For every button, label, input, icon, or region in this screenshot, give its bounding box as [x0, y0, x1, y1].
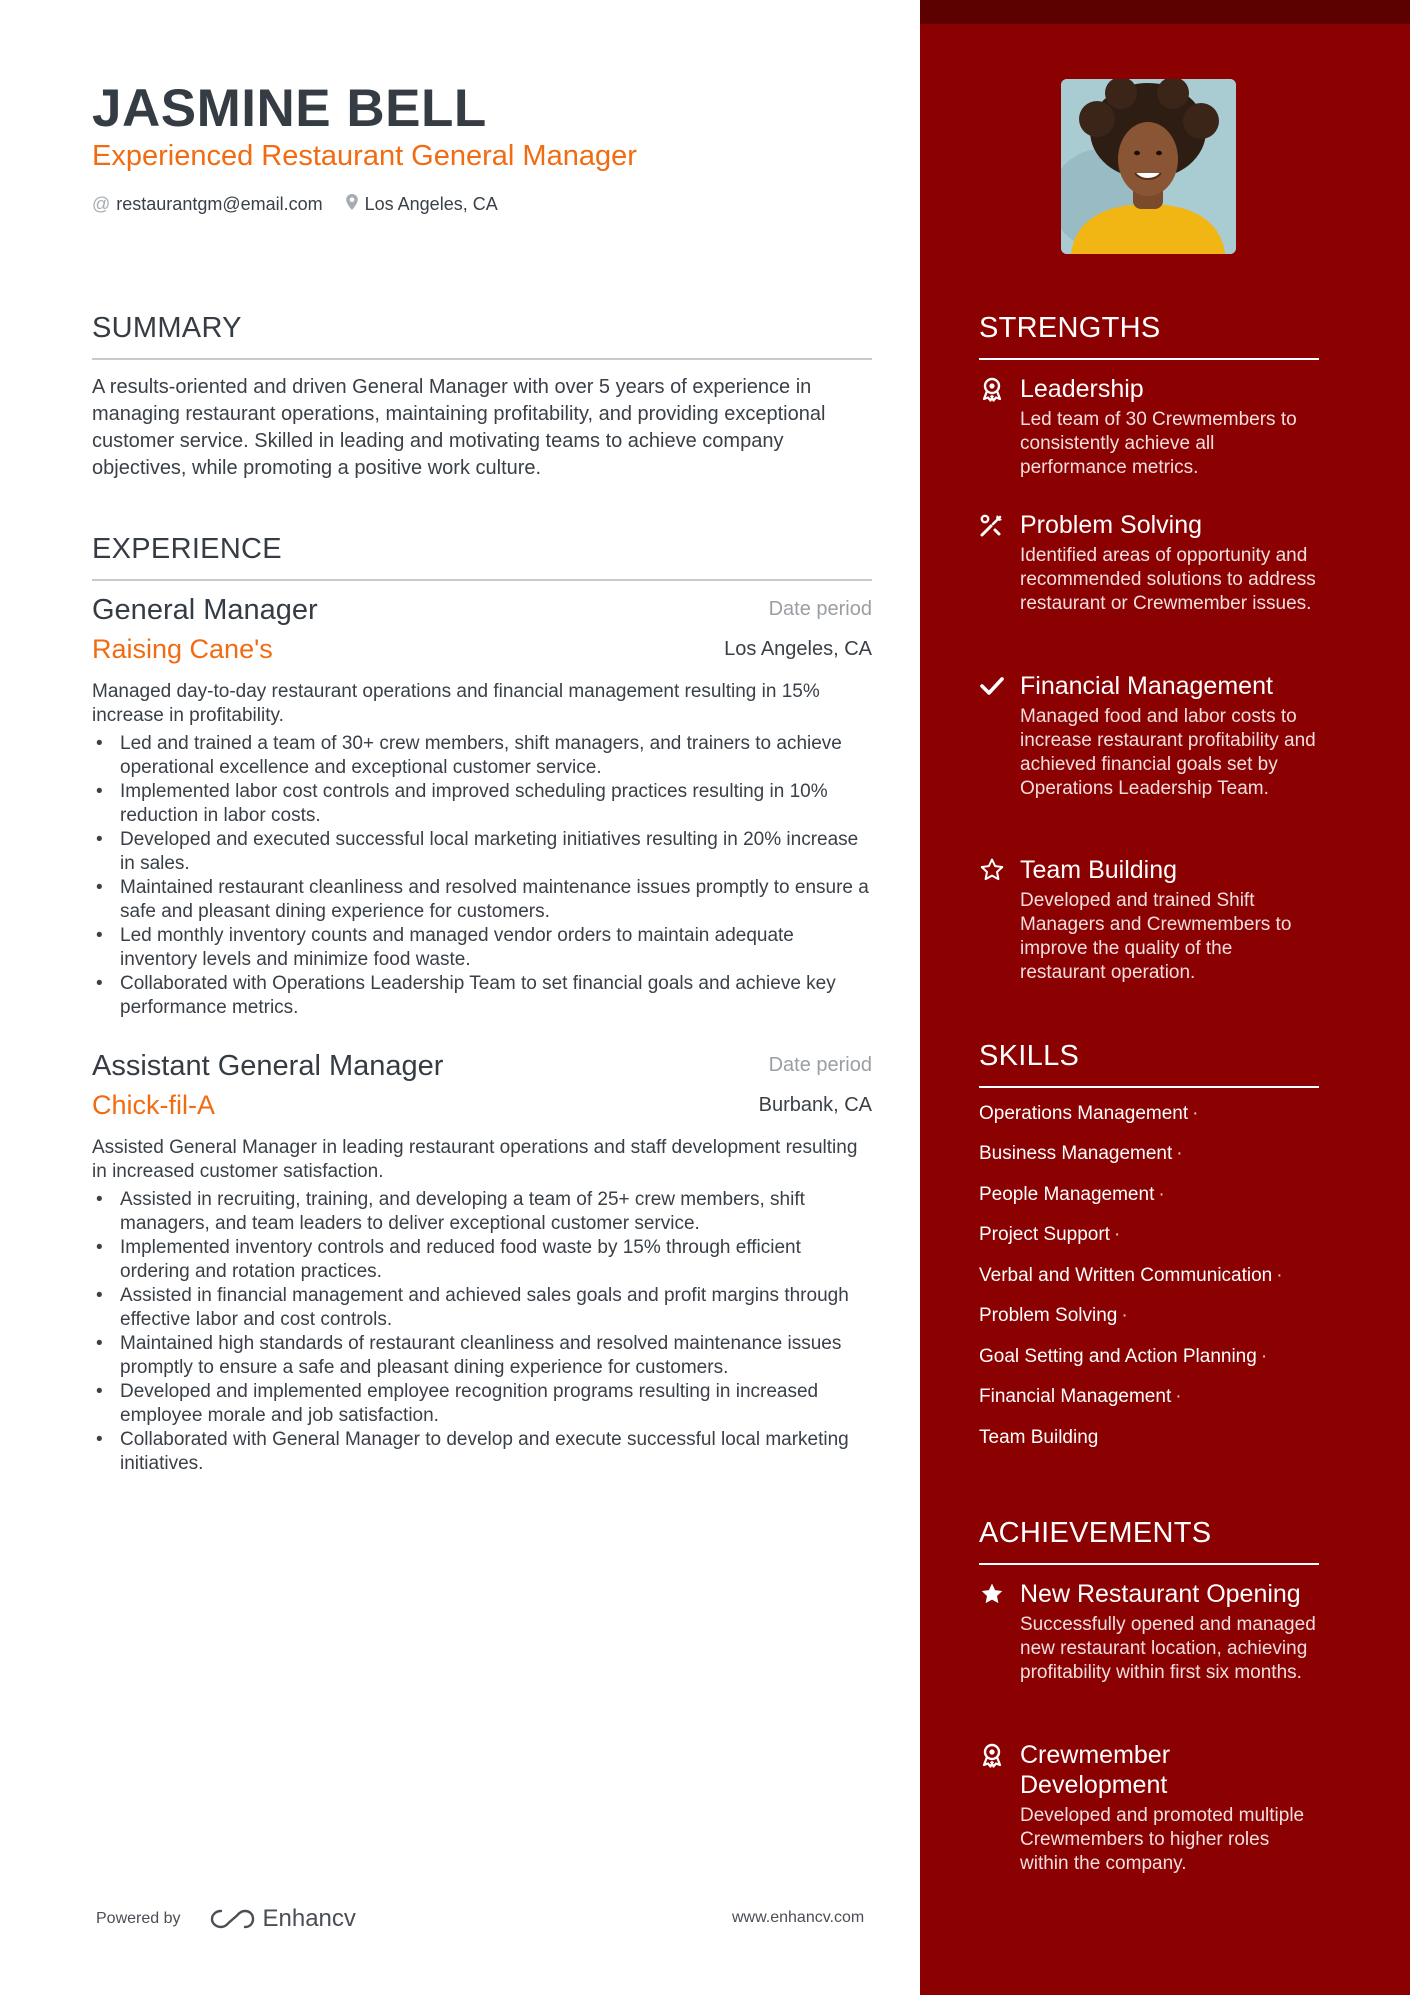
job-bullet: • Led monthly inventory counts and managed vendor orders to maintain adequate inventory levels and minimize food waste. — [92, 924, 872, 972]
job-company: Raising Cane's — [92, 634, 273, 664]
email-text: restaurantgm@email.com — [116, 194, 323, 214]
strength-item — [979, 374, 1319, 480]
skill-item: Operations Management · — [979, 1103, 1199, 1124]
job-bullet: • Developed and executed successful local marketing initiatives resulting in 20% increase in sales. — [92, 828, 872, 876]
star-outline-icon — [979, 857, 1005, 883]
award-icon — [979, 1742, 1005, 1768]
job-bullet: • Collaborated with Operations Leadership Team to set financial goals and achieve key performance metrics. — [92, 972, 872, 1020]
skills-heading: SKILLS — [979, 1040, 1080, 1072]
job-bullet: • Assisted in recruiting, training, and developing a team of 25+ crew members, shift managers, and team leaders to deliver exceptional customer service. — [92, 1188, 872, 1236]
email-contact[interactable] — [92, 194, 323, 215]
location-text: Los Angeles, CA — [364, 194, 498, 214]
achievement-item — [979, 1579, 1319, 1685]
location-pin-icon — [345, 193, 359, 216]
job-bullet: • Implemented labor cost controls and improved scheduling practices resulting in 10% reduction in labor costs. — [92, 780, 872, 828]
achievements-heading: ACHIEVEMENTS — [979, 1517, 1212, 1549]
strengths-heading: STRENGTHS — [979, 312, 1161, 344]
sidebar — [920, 0, 1410, 1995]
job-bullet: • Implemented inventory controls and reduced food waste by 15% through efficient ordering and rotation practices. — [92, 1236, 872, 1284]
strength-description: Developed and trained Shift Managers and Crewmembers to improve the quality of the restaurant operation. — [1020, 890, 1292, 983]
candidate-title: Experienced Restaurant General Manager — [92, 140, 637, 172]
job-bullet: • Maintained high standards of restaurant cleanliness and resolved maintenance issues promptly to ensure a safe and pleasant dining experience for customers. — [92, 1332, 872, 1380]
summary-text: A results-oriented and driven General Manager with over 5 years of experience in managing restaurant operations, maintaining profitability, and providing exceptional customer service. Skilled in leading and motivating teams to achieve company objectives, while promoting a positive work culture. — [92, 376, 826, 479]
job-title-row — [92, 1050, 872, 1090]
candidate-name: JASMINE BELL — [92, 79, 487, 138]
strength-name: Problem Solving — [1020, 511, 1203, 539]
check-icon — [979, 673, 1005, 699]
skill-item: Project Support · — [979, 1224, 1121, 1245]
summary-divider — [92, 358, 872, 360]
location-contact — [345, 193, 498, 216]
job-title: General Manager — [92, 594, 318, 626]
job-company-row — [92, 634, 872, 674]
job-bullet: • Collaborated with General Manager to develop and execute successful local marketing initiatives. — [92, 1428, 872, 1476]
footer-branding — [96, 1905, 356, 1933]
strength-description: Led team of 30 Crewmembers to consistently achieve all performance metrics. — [1020, 409, 1297, 478]
skill-item: Business Management · — [979, 1143, 1183, 1164]
job-title: Assistant General Manager — [92, 1050, 444, 1082]
job-description: Assisted General Manager in leading restaurant operations and staff development resulting in increased customer satisfaction. — [92, 1137, 858, 1182]
achievement-description: Developed and promoted multiple Crewmembers to higher roles within the company. — [1020, 1805, 1305, 1874]
achievement-description: Successfully opened and managed new restaurant location, achieving profitability within first six months. — [1020, 1614, 1316, 1683]
job-bullet: • Developed and implemented employee recognition programs resulting in increased employee morale and job satisfaction. — [92, 1380, 872, 1428]
strength-item — [979, 510, 1319, 616]
job-bullets — [92, 732, 872, 1020]
contact-info — [92, 193, 498, 216]
job-location: Burbank, CA — [758, 1094, 872, 1116]
strength-name: Leadership — [1020, 375, 1144, 403]
skill-item: Team Building — [979, 1427, 1099, 1448]
skill-item: Financial Management · — [979, 1386, 1182, 1407]
summary-heading: SUMMARY — [92, 312, 242, 344]
job-bullet: • Led and trained a team of 30+ crew members, shift managers, and trainers to achieve operational excellence and exceptional customer service. — [92, 732, 872, 780]
skill-item: Verbal and Written Communication · — [979, 1265, 1283, 1286]
job-title-row — [92, 594, 872, 634]
powered-by-text: Powered by — [96, 1910, 181, 1927]
strength-name: Team Building — [1020, 856, 1178, 884]
job-location: Los Angeles, CA — [724, 638, 872, 660]
skill-item: Problem Solving · — [979, 1305, 1128, 1326]
strength-item — [979, 671, 1319, 801]
profile-photo — [1061, 79, 1236, 254]
website-link[interactable]: www.enhancv.com — [732, 1909, 865, 1926]
job-entry — [92, 594, 872, 1020]
skill-item: Goal Setting and Action Planning · — [979, 1346, 1268, 1367]
strength-name: Financial Management — [1020, 672, 1273, 700]
experience-divider — [92, 579, 872, 581]
tools-icon — [979, 512, 1005, 538]
job-bullet: • Assisted in financial management and achieved sales goals and profit margins through effective labor and cost controls. — [92, 1284, 872, 1332]
strengths-divider — [979, 358, 1319, 360]
at-icon: @ — [92, 194, 111, 214]
job-bullet: • Maintained restaurant cleanliness and resolved maintenance issues promptly to ensure a safe and pleasant dining experience for customers. — [92, 876, 872, 924]
job-company-row — [92, 1090, 872, 1130]
award-icon — [979, 376, 1005, 402]
achievements-divider — [979, 1563, 1319, 1565]
achievement-name: Crewmember Development — [1020, 1741, 1171, 1799]
job-bullets — [92, 1188, 872, 1476]
experience-heading: EXPERIENCE — [92, 533, 282, 565]
job-date: Date period — [768, 1054, 872, 1076]
strength-item — [979, 855, 1319, 985]
achievement-item — [979, 1740, 1319, 1876]
achievement-name: New Restaurant Opening — [1020, 1580, 1301, 1608]
job-entry — [92, 1050, 872, 1476]
job-company: Chick-fil-A — [92, 1090, 216, 1120]
skill-item: People Management · — [979, 1184, 1165, 1205]
strength-description: Identified areas of opportunity and recommended solutions to address restaurant or Crewmember issues. — [1020, 545, 1316, 614]
sidebar-top-band — [920, 0, 1410, 24]
job-date: Date period — [768, 598, 872, 620]
strength-description: Managed food and labor costs to increase restaurant profitability and achieved financial goals set by Operations Leadership Team. — [1020, 706, 1316, 799]
enhancv-logo[interactable] — [207, 1905, 356, 1933]
enhancv-brand-text: Enhancv — [262, 1905, 356, 1932]
enhancv-logo-icon — [207, 1907, 255, 1931]
job-description: Managed day-to-day restaurant operations and financial management resulting in 15% increase in profitability. — [92, 681, 820, 726]
star-filled-icon — [979, 1581, 1005, 1607]
skills-divider — [979, 1086, 1319, 1088]
